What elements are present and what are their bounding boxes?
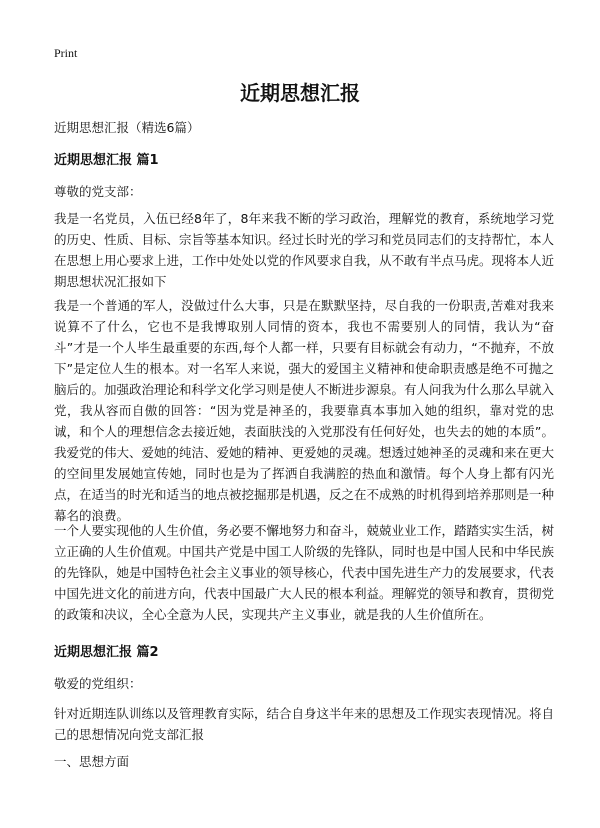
document-subtitle: 近期思想汇报（精选6篇） (54, 120, 200, 135)
paragraph-2: 我是一个普通的军人，没做过什么大事，只是在默默坚持，尽自我的一份职责,苦难对我来说算不了什么，它也不是我博取别人同情的资本，我也不需要别人的同情，我认为“奋斗”才是一个人毕生最重要的东西,每个人都一样，只要有目标就会有动力，“不抛弃，不放下”是定位人生的根本。对一名军人来说，强大的爱国主义精神和使命职责感是绝不可抛之脑后的。加强政治理论和科学文化学习则是使人不断进步源泉。有人问我为什么那么早就入党，我从容而自傲的回答：“因为党是神圣的，我要靠真本事加入她的组织，靠对党的忠诚，和个人的理想信念去接近她，表面肤浅的入党那没有任何好处，也失去的她的本质”。我爱党的伟大、爱她的纯洁、爱她的精神、更爱她的灵魂。想透过她神圣的灵魂和来在更大的空间里发展她宣传她，同时也是为了挥洒自我满腔的热血和激情。每个人身上都有闪光点，在适当的时光和适当的地点被挖掘那是机遇，反之在不成熟的时机得到培养那则是一种幕名的浪费。 (54, 298, 555, 523)
salutation-2: 敬爱的党组织： (54, 676, 142, 691)
document-title: 近期思想汇报 (240, 81, 360, 105)
section-heading-1: 近期思想汇报 篇1 (54, 153, 159, 168)
section-heading-2: 近期思想汇报 篇2 (54, 645, 159, 660)
paragraph-1: 我是一名党员，入伍已经8年了，8年来我不断的学习政治，理解党的教育，系统地学习党的历史、性质、目标、宗旨等基本知识。经过长时光的学习和党员同志们的支持帮忙，本人在思想上用心要求上进，工作中处处以党的作风要求自我，从不敢有半点马虎。现将本人近期思想状况汇报如下 (54, 211, 555, 289)
print-label[interactable]: Print (54, 46, 78, 60)
paragraph-3: 一个人要实现他的人生价值，务必要不懈地努力和奋斗，兢兢业业工作，踏踏实实生活，树立正确的人生价值观。中国共产党是中国工人阶级的先锋队，同时也是中国人民和中华民族的先锋队，她是中国特色社会主义事业的领导核心，代表中国先进生产力的发展要求，代表中国先进文化的前进方向，代表中国最广大人民的根本利益。理解党的领导和教育，贯彻党的政策和决议，全心全意为人民，实现共产主义事业，就是我的人生价值所在。 (54, 523, 555, 622)
paragraph-4: 针对近期连队训练以及管理教育实际，结合自身这半年来的思想及工作现实表现情况。将自己的思想情况向党支部汇报 (54, 706, 555, 742)
subheading-thought: 一、思想方面 (54, 754, 130, 769)
salutation-1: 尊敬的党支部： (54, 184, 142, 199)
